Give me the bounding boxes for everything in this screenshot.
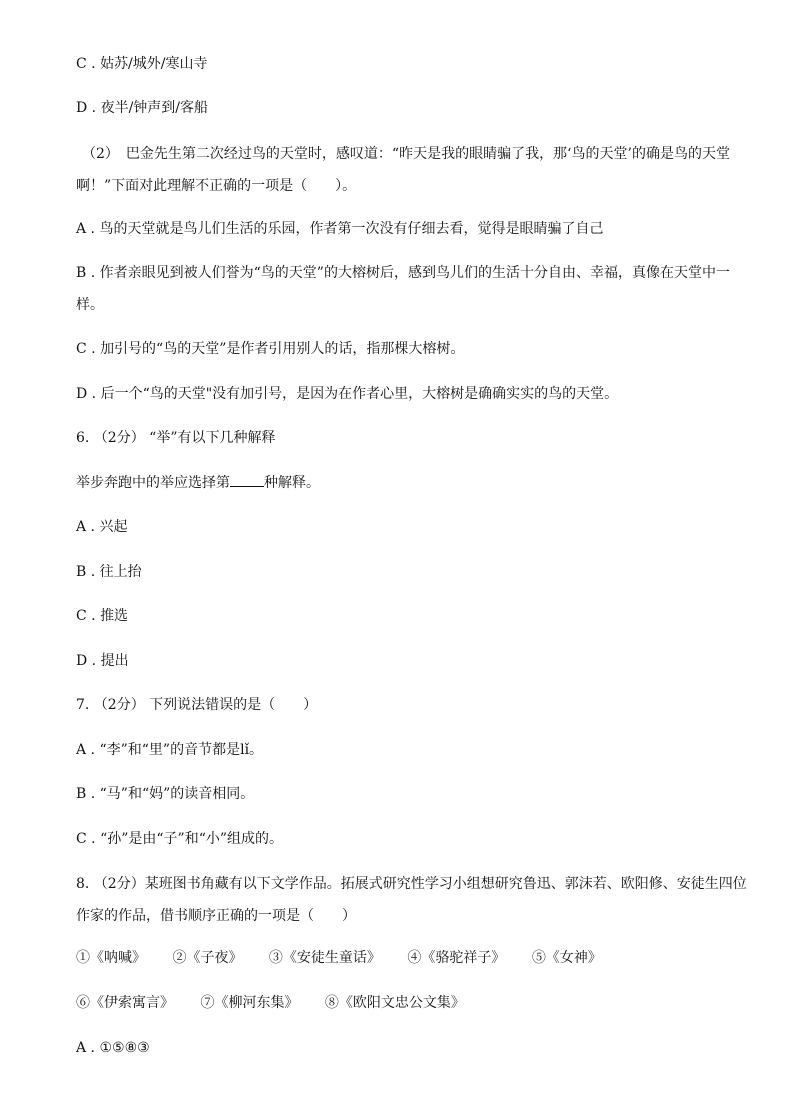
book-item: ⑥《伊索寓言》 <box>76 995 174 1011</box>
option-d: D . 夜半/钟声到/客船 <box>76 100 209 116</box>
book-item: ①《呐喊》 <box>76 950 146 966</box>
option-d: D . 提出 <box>76 653 129 669</box>
book-item: ③《安徒生童话》 <box>268 950 381 966</box>
question-stem: 7. （2分） 下列说法错误的是（ ） <box>76 697 318 713</box>
book-item: ⑦《柳河东集》 <box>200 995 299 1011</box>
option-a: A . 兴起 <box>76 519 128 535</box>
option-a: A . ①⑤⑧③ <box>76 1040 150 1056</box>
option-c: C . “孙”是由“子”和“小”组成的。 <box>76 831 284 847</box>
book-item: ④《骆驼祥子》 <box>407 950 506 966</box>
book-item: ⑧《欧阳文忠公文集》 <box>324 995 465 1011</box>
subtext-after: 种解释。 <box>264 475 320 491</box>
book-list-row <box>76 993 487 1013</box>
question-stem: 8. （2分）某班图书角藏有以下文学作品。拓展式研究性学习小组想研究鲁迅、郭沫若、欧阳修、安徒生四位作家的作品，借书顺序正确的一项是（ ） <box>76 876 747 924</box>
option-b: B . “马”和“妈”的读音相同。 <box>76 786 255 802</box>
book-item: ②《子夜》 <box>172 950 243 966</box>
option-b: B . 作者亲眼见到被人们誉为“鸟的天堂”的大榕树后，感到鸟儿们的生活十分自由、幸福，真像在天堂中一样。 <box>76 265 730 313</box>
option-b: B . 往上抬 <box>76 564 142 580</box>
option-a: A . “李”和“里”的音节都是lǐ。 <box>76 742 264 758</box>
option-a: A . 鸟的天堂就是鸟儿们生活的乐园，作者第一次没有仔细去看，觉得是眼睛骗了自己 <box>76 221 604 237</box>
question-stem: 6. （2分） “举”有以下几种解释 <box>76 430 276 446</box>
answer-blank[interactable] <box>230 474 264 487</box>
option-c: C . 推选 <box>76 608 129 624</box>
question-stem: （2） 巴金先生第二次经过鸟的天堂时，感叹道：“昨天是我的眼睛骗了我，那‘鸟的天堂’的确是鸟的天堂啊！”下面对此理解不正确的一项是（ ）。 <box>76 146 730 194</box>
question-subtext <box>76 473 320 493</box>
subtext-before: 举步奔跑中的举应选择第 <box>76 475 230 491</box>
book-item: ⑤《女神》 <box>531 950 602 966</box>
book-list-row <box>76 948 624 968</box>
option-c: C . 加引号的“鸟的天堂”是作者引用别人的话，指那棵大榕树。 <box>76 341 465 357</box>
option-d: D . 后一个“鸟的天堂"没有加引号，是因为在作者心里，大榕树是确确实实的鸟的天堂。 <box>76 386 619 402</box>
option-c: C . 姑苏/城外/寒山寺 <box>76 56 208 72</box>
